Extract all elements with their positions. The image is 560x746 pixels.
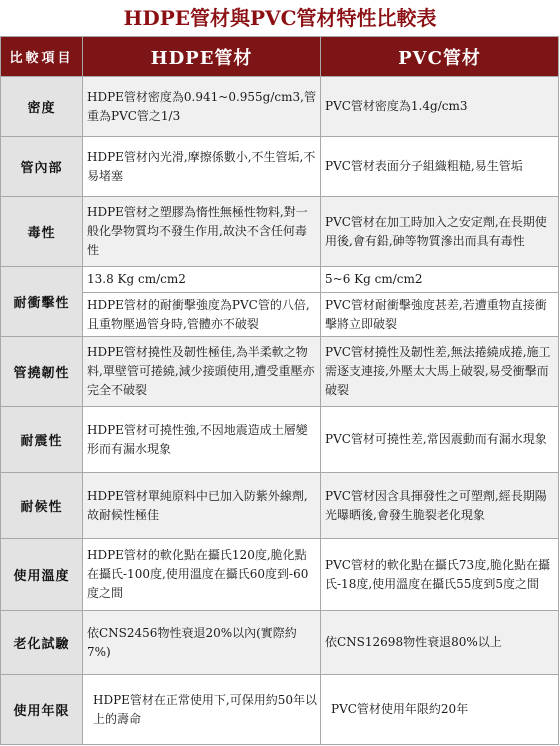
row-label-flexibility: 管撓韌性 (1, 337, 83, 407)
row-label-aging: 老化試驗 (1, 611, 83, 675)
row-label-inner: 管內部 (1, 137, 83, 197)
row-label-temperature: 使用溫度 (1, 539, 83, 611)
cell-pvc-impact-desc: PVC管材耐衝擊強度甚差,若遭重物直接衝擊將立即破裂 (321, 293, 559, 337)
cell-hdpe-toxicity: HDPE管材之塑膠為惰性無極性物料,對一般化學物質均不發生作用,故決不含任何毒性 (83, 197, 321, 267)
comparison-table (0, 36, 559, 745)
header-pvc: PVC管材 (321, 37, 559, 77)
cell-hdpe-temperature: HDPE管材的軟化點在攝氏120度,脆化點在攝氏-100度,使用溫度在攝氏60度到-60度之間 (83, 539, 321, 611)
cell-hdpe-weather: HDPE管材單純原料中已加入防紫外線劑,故耐候性極佳 (83, 473, 321, 539)
header-item: 比較項目 (1, 37, 83, 77)
table-row (1, 473, 559, 539)
cell-pvc-toxicity: PVC管材在加工時加入之安定劑,在長期使用後,會有鉛,砷等物質滲出而具有毒性 (321, 197, 559, 267)
cell-pvc-seismic: PVC管材可撓性差,常因震動而有漏水現象 (321, 407, 559, 473)
table-title: HDPE管材與PVC管材特性比較表 (123, 6, 437, 30)
table-row (1, 77, 559, 137)
cell-hdpe-aging: 依CNS2456物性衰退20%以內(實際約7%) (83, 611, 321, 675)
cell-hdpe-impact-desc: HDPE管材的耐衝擊強度為PVC管的八倍,且重物壓過管身時,管體亦不破裂 (83, 293, 321, 337)
cell-hdpe-flexibility: HDPE管材撓性及韌性極佳,為半柔軟之物料,單壁管可捲繞,減少接頭使用,遭受重壓亦完全不破裂 (83, 337, 321, 407)
table-row (1, 293, 559, 337)
row-label-impact: 耐衝擊性 (1, 267, 83, 337)
cell-hdpe-lifespan: HDPE管材在正常使用下,可保用約50年以上的壽命 (83, 675, 321, 745)
table-row (1, 675, 559, 745)
header-hdpe: HDPE管材 (83, 37, 321, 77)
row-label-toxicity: 毒性 (1, 197, 83, 267)
cell-pvc-weather: PVC管材因含具揮發性之可塑劑,經長期陽光曝晒後,會發生脆裂老化現象 (321, 473, 559, 539)
cell-pvc-aging: 依CNS12698物性衰退80%以上 (321, 611, 559, 675)
cell-hdpe-impact-value: 13.8 Kg cm/cm2 (83, 267, 321, 293)
table-row (1, 539, 559, 611)
cell-pvc-inner: PVC管材表面分子組織粗糙,易生管垢 (321, 137, 559, 197)
cell-hdpe-seismic: HDPE管材可撓性強,不因地震造成土層變形而有漏水現象 (83, 407, 321, 473)
row-label-density: 密度 (1, 77, 83, 137)
table-row (1, 337, 559, 407)
row-label-lifespan: 使用年限 (1, 675, 83, 745)
row-label-seismic: 耐震性 (1, 407, 83, 473)
row-label-weather: 耐候性 (1, 473, 83, 539)
header-row (1, 37, 559, 77)
cell-pvc-temperature: PVC管材的軟化點在攝氏73度,脆化點在攝氏-18度,使用溫度在攝氏55度到5度之間 (321, 539, 559, 611)
cell-pvc-flexibility: PVC管材撓性及韌性差,無法捲繞成捲,施工需逐支連接,外壓太大馬上破裂,易受衝擊而破裂 (321, 337, 559, 407)
cell-pvc-impact-value: 5~6 Kg cm/cm2 (321, 267, 559, 293)
table-row (1, 197, 559, 267)
cell-hdpe-density: HDPE管材密度為0.941~0.955g/cm3,管重為PVC管之1/3 (83, 77, 321, 137)
table-row (1, 611, 559, 675)
cell-pvc-density: PVC管材密度為1.4g/cm3 (321, 77, 559, 137)
table-row (1, 407, 559, 473)
cell-pvc-lifespan: PVC管材使用年限約20年 (321, 675, 559, 745)
cell-hdpe-inner: HDPE管材內光滑,摩擦係數小,不生管垢,不易堵塞 (83, 137, 321, 197)
table-row (1, 267, 559, 293)
table-row (1, 137, 559, 197)
